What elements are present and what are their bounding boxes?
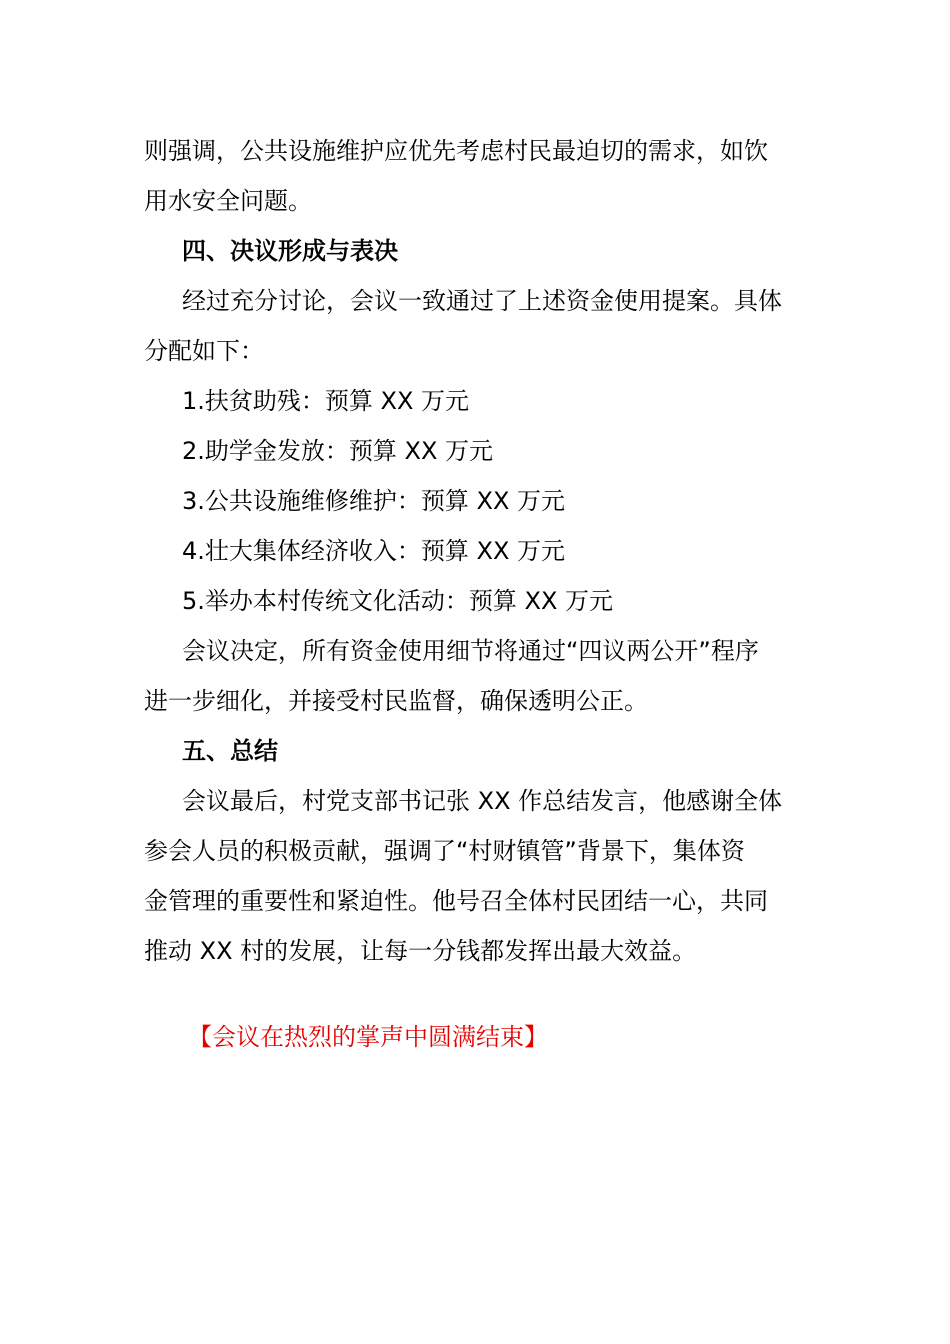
paragraph-line: 会议最后，村党支部书记张 XX 作总结发言，他感谢全体 — [182, 787, 783, 815]
list-item: 5.举办本村传统文化活动：预算 XX 万元 — [182, 587, 614, 615]
paragraph-line: 经过充分讨论，会议一致通过了上述资金使用提案。具体 — [182, 287, 782, 315]
spacer — [144, 976, 808, 1012]
paragraph-line: 则强调，公共设施维护应优先考虑村民最迫切的需求，如饮 — [144, 137, 768, 165]
section-heading-4: 四、决议形成与表决 — [182, 237, 398, 265]
paragraph-line: 进一步细化，并接受村民监督，确保透明公正。 — [144, 687, 648, 715]
section-heading-5: 五、总结 — [182, 737, 278, 765]
list-item: 2.助学金发放：预算 XX 万元 — [182, 437, 494, 465]
paragraph-line: 推动 XX 村的发展，让每一分钱都发挥出最大效益。 — [144, 937, 697, 965]
list-item: 4.壮大集体经济收入：预算 XX 万元 — [182, 537, 566, 565]
document-body — [144, 126, 808, 1062]
closing-remark: 【会议在热烈的掌声中圆满结束】 — [188, 1023, 548, 1051]
list-item: 3.公共设施维修维护：预算 XX 万元 — [182, 487, 566, 515]
paragraph-line: 用水安全问题。 — [144, 187, 312, 215]
paragraph-line: 分配如下： — [144, 337, 264, 365]
paragraph-line: 参会人员的积极贡献，强调了“村财镇管”背景下，集体资 — [144, 837, 745, 865]
paragraph-line: 金管理的重要性和紧迫性。他号召全体村民团结一心，共同 — [144, 887, 768, 915]
paragraph-line: 会议决定，所有资金使用细节将通过“四议两公开”程序 — [182, 637, 759, 665]
list-item: 1.扶贫助残：预算 XX 万元 — [182, 387, 470, 415]
